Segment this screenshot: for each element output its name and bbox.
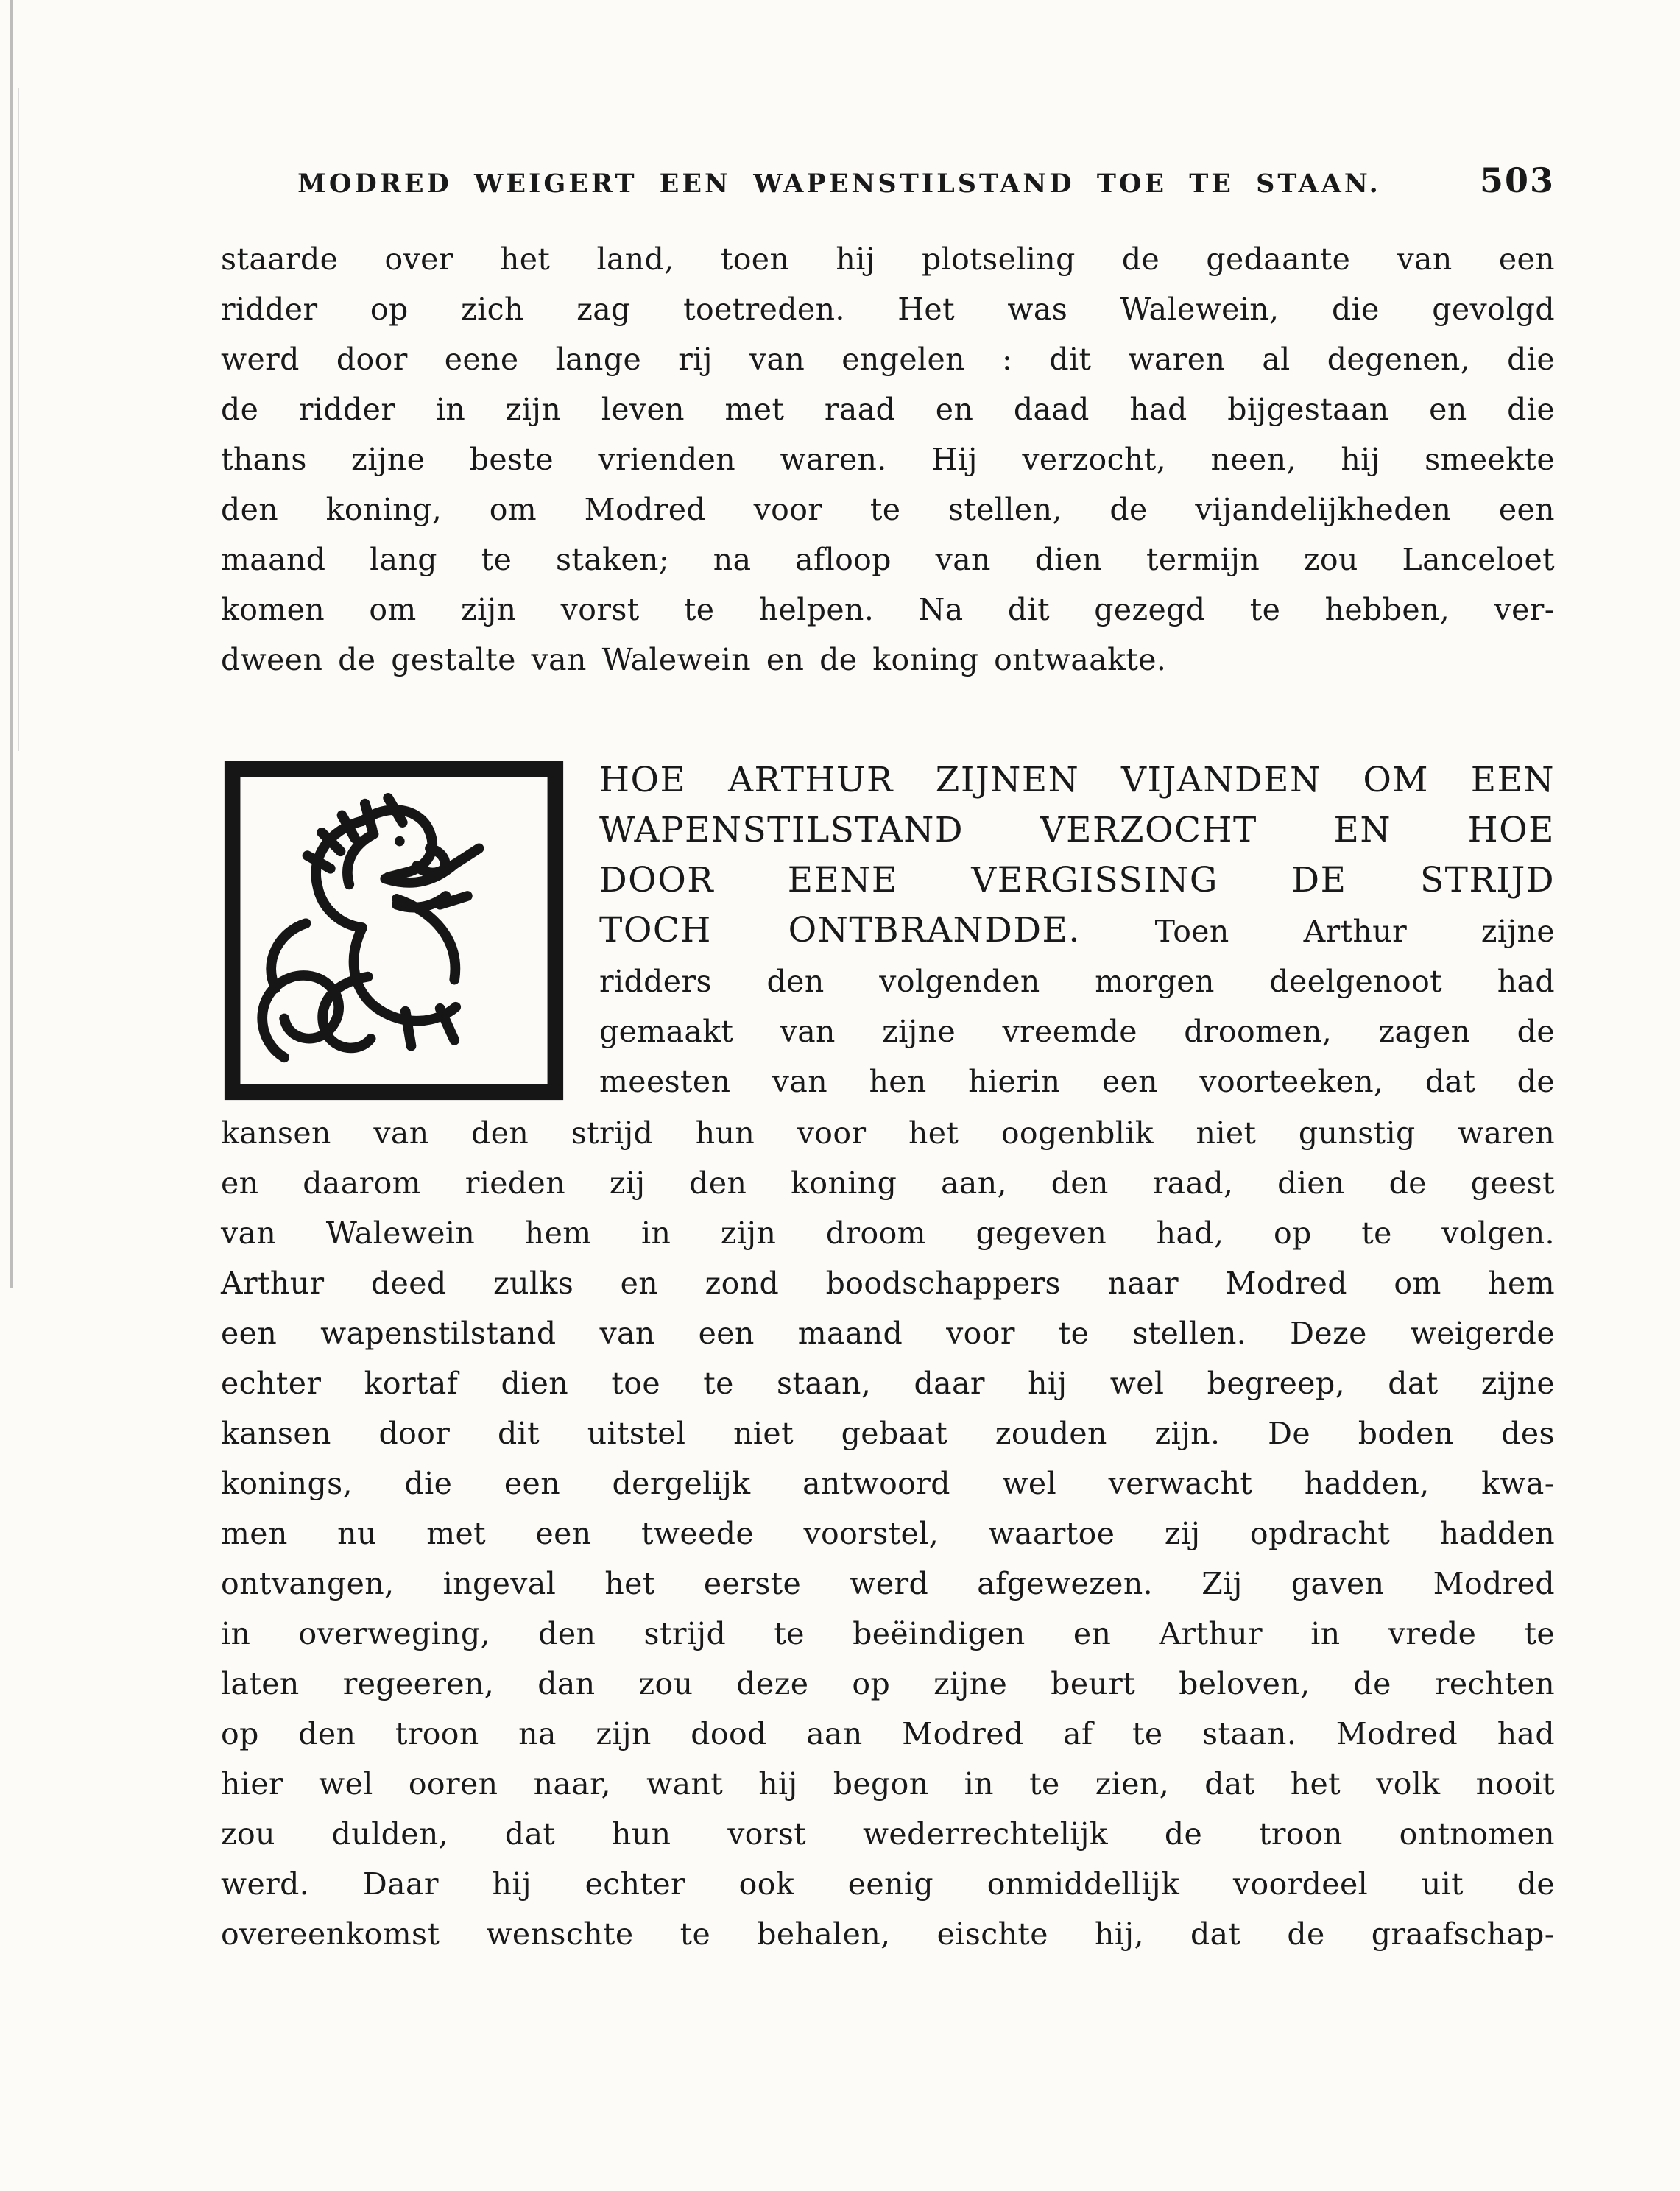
page-gutter-shadow [10, 0, 13, 1288]
text-line: meesten van hen hierin een voorteeken, dat de [599, 1064, 1555, 1099]
text-line: kansen door dit uitstel niet gebaat zouden zijn. De boden des [221, 1416, 1555, 1451]
text-line: een wapenstilstand van een maand voor te stellen. Deze weigerde [221, 1316, 1555, 1351]
text-line: den koning, om Modred voor te stellen, de vijandelijkheden een [221, 492, 1555, 527]
text-line: werd. Daar hij echter ook eenig onmiddellijk voordeel uit de [221, 1866, 1555, 1902]
woodcut-lion-initial [221, 755, 567, 1106]
text-line: op den troon na zijn dood aan Modred af te staan. Modred had [221, 1716, 1555, 1751]
text-line: en daarom rieden zij den koning aan, den raad, dien de geest [221, 1165, 1555, 1201]
text-line: in overweging, den strijd te beëindigen en Arthur in vrede te [221, 1616, 1555, 1651]
chapter-heading-line: WAPENSTILSTAND VERZOCHT EN HOE [599, 810, 1555, 850]
running-header [221, 160, 1555, 200]
text-line: werd door eene lange rij van engelen : dit waren al degenen, die [221, 342, 1555, 377]
chapter-opening [221, 755, 1555, 1107]
paragraph-1 [221, 234, 1555, 685]
text-line: gemaakt van zijne vreemde droomen, zagen de [599, 1014, 1555, 1049]
chapter-heading-end: TOCH ONTBRANDDE. [599, 910, 1081, 950]
text-line: dween de gestalte van Walewein en de koning ontwaakte. [221, 642, 1167, 677]
page-gutter-shadow [18, 88, 19, 751]
text-line: konings, die een dergelijk antwoord wel verwacht hadden, kwa- [221, 1466, 1555, 1501]
text-line: overeenkomst wenschte te behalen, eischte hij, dat de graafschap- [221, 1916, 1555, 1952]
text-line: ridders den volgenden morgen deelgenoot had [599, 964, 1555, 999]
text-block [221, 0, 1555, 1959]
text-line: ontvangen, ingeval het eerste werd afgewezen. Zij gaven Modred [221, 1566, 1555, 1601]
chapter-heading-line-mixed [599, 906, 1555, 956]
page-number: 503 [1479, 160, 1555, 200]
chapter-heading-line: DOOR EENE VERGISSING DE STRIJD [599, 860, 1555, 900]
text-line: komen om zijn vorst te helpen. Na dit gezegd te hebben, ver- [221, 592, 1555, 627]
running-header-title: MODRED WEIGERT EEN WAPENSTILSTAND TOE TE STAAN. [297, 169, 1381, 199]
text-line: staarde over het land, toen hij plotseling de gedaante van een [221, 241, 1555, 277]
text-line: van Walewein hem in zijn droom gegeven had, op te volgen. [221, 1216, 1555, 1251]
text-line: hier wel ooren naar, want hij begon in te zien, dat het volk nooit [221, 1766, 1555, 1802]
text-line: maand lang te staken; na afloop van dien termijn zou Lanceloet [221, 542, 1555, 577]
chapter-heading-and-text [599, 755, 1555, 1107]
text-line: ridder op zich zag toetreden. Het was Walewein, die gevolgd [221, 292, 1555, 327]
text-line: zou dulden, dat hun vorst wederrechtelijk de troon ontnomen [221, 1816, 1555, 1852]
text-line: Arthur deed zulks en zond boodschappers naar Modred om hem [221, 1266, 1555, 1301]
text-line: thans zijne beste vrienden waren. Hij verzocht, neen, hij smeekte [221, 442, 1555, 477]
text-line: kansen van den strijd hun voor het oogenblik niet gunstig waren [221, 1115, 1555, 1151]
chapter-heading-line: HOE ARTHUR ZIJNEN VIJANDEN OM EEN [599, 760, 1555, 800]
text-line: men nu met een tweede voorstel, waartoe zij opdracht hadden [221, 1516, 1555, 1551]
chapter-body-start: Toen Arthur zijne [1154, 914, 1555, 949]
lion-woodcut-icon [221, 755, 567, 1106]
text-line: echter kortaf dien toe te staan, daar hij wel begreep, dat zijne [221, 1366, 1555, 1401]
text-line: de ridder in zijn leven met raad en daad had bijgestaan en die [221, 392, 1555, 427]
paragraph-2 [221, 1108, 1555, 1959]
text-line: laten regeeren, dan zou deze op zijne beurt beloven, de rechten [221, 1666, 1555, 1701]
